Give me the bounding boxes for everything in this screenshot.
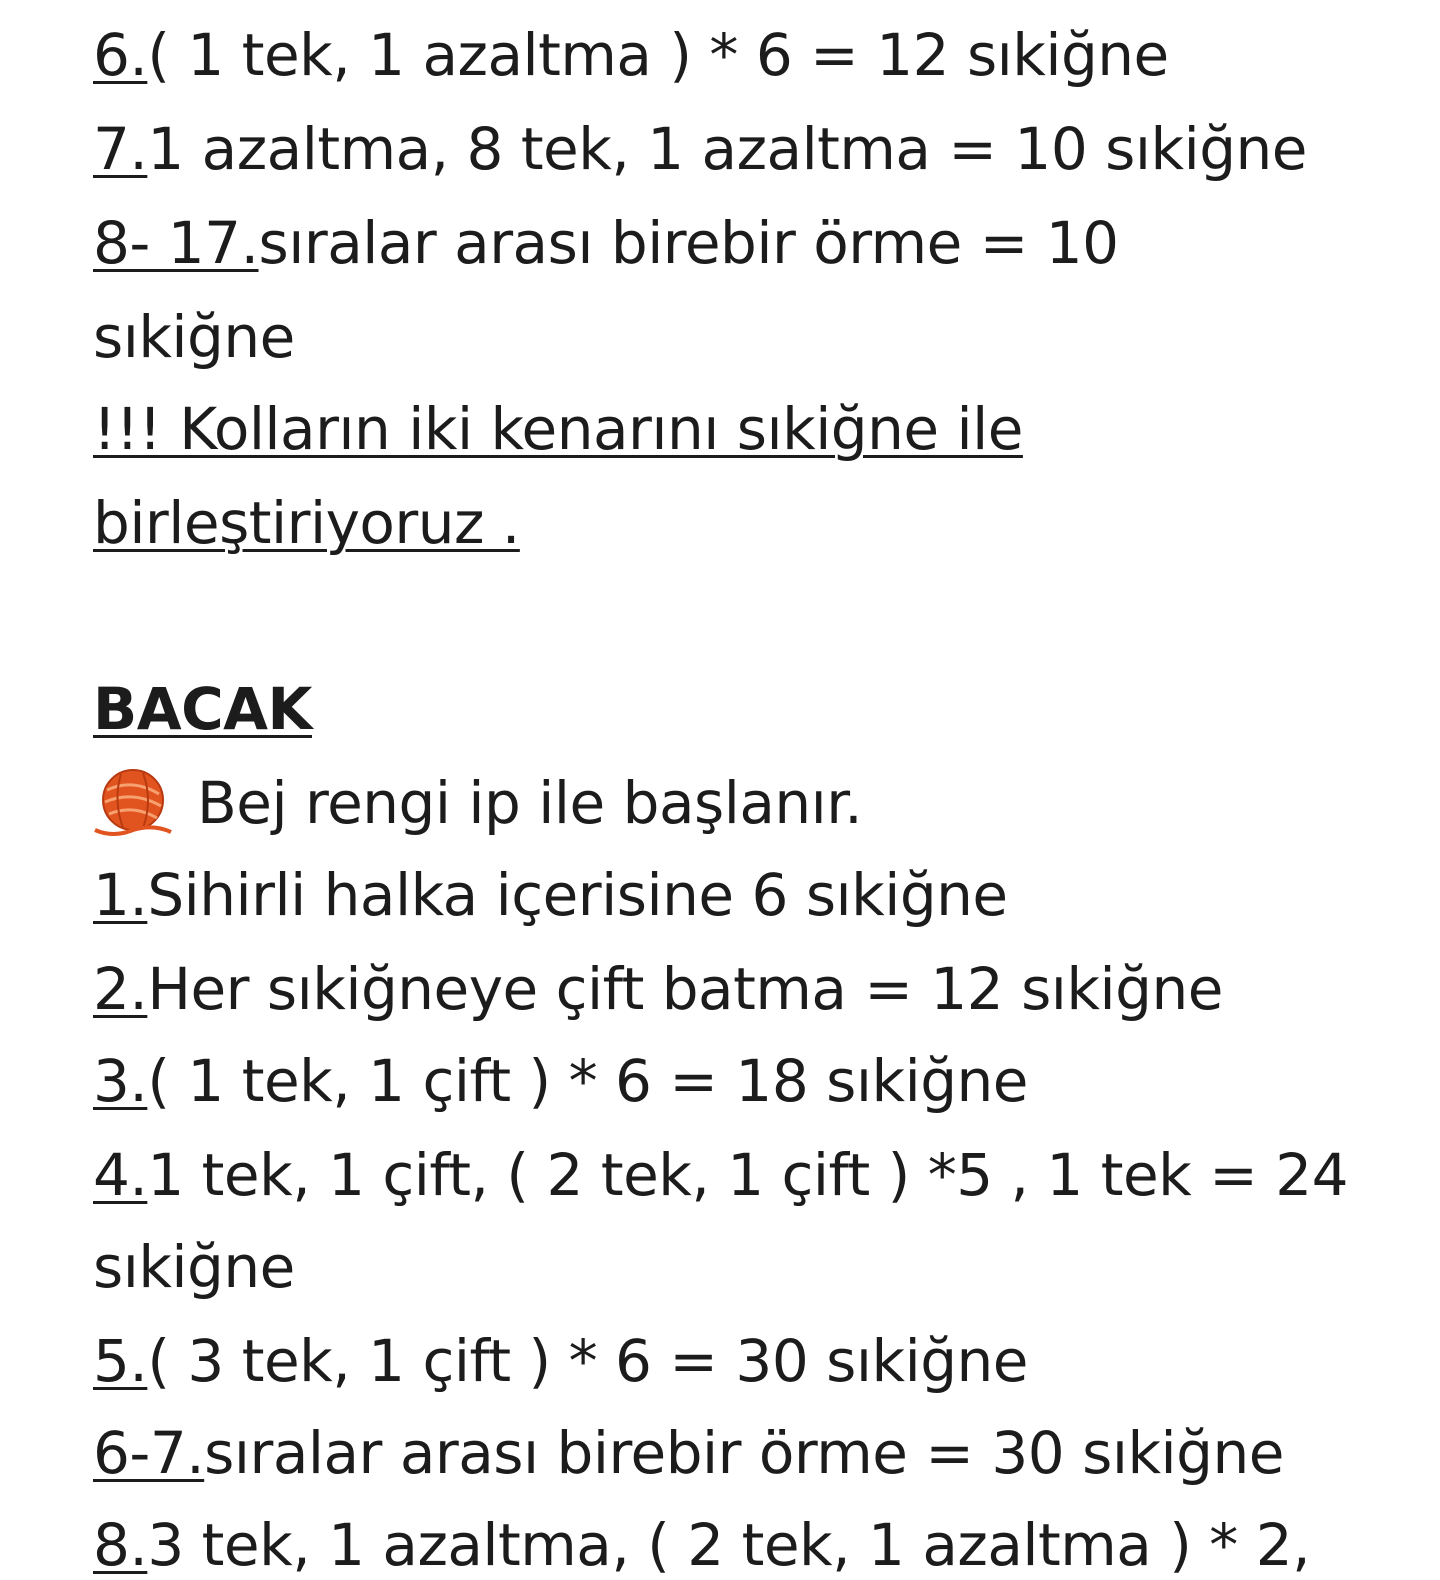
step-1 <box>93 860 1008 930</box>
step-2 <box>93 954 1223 1024</box>
step-number: 3. <box>93 1047 148 1115</box>
note-text: birleştiriyoruz . <box>93 489 520 557</box>
step-text: sıralar arası birebir örme = 30 sıkiğne <box>204 1419 1284 1487</box>
row-8-17 <box>93 208 1119 278</box>
step-number: 6-7. <box>93 1419 205 1487</box>
row-text: sıkiğne <box>93 303 295 371</box>
step-text: Her sıkiğneye çift batma = 12 sıkiğne <box>147 955 1223 1023</box>
step-number: 2. <box>93 955 148 1023</box>
note-line-1 <box>93 394 1023 464</box>
step-number: 5. <box>93 1327 148 1395</box>
row-8-17-continued <box>93 302 295 372</box>
row-text: 1 azaltma, 8 tek, 1 azaltma = 10 sıkiğne <box>147 115 1307 183</box>
step-number: 8. <box>93 1511 148 1579</box>
row-number: 6. <box>93 21 148 89</box>
step-text: 3 tek, 1 azaltma, ( 2 tek, 1 azaltma ) * 2, <box>147 1511 1311 1579</box>
intro-line <box>93 768 862 838</box>
step-text: sıkiğne <box>93 1233 295 1301</box>
step-8 <box>93 1510 1310 1580</box>
heading-text: BACAK <box>93 675 312 743</box>
row-6 <box>93 20 1169 90</box>
yarn-ball-icon <box>93 768 173 838</box>
row-7 <box>93 114 1307 184</box>
note-line-2 <box>93 488 520 558</box>
step-text: ( 3 tek, 1 çift ) * 6 = 30 sıkiğne <box>147 1327 1028 1395</box>
intro-text: Bej rengi ip ile başlanır. <box>197 769 863 837</box>
step-3 <box>93 1046 1028 1116</box>
row-text: ( 1 tek, 1 azaltma ) * 6 = 12 sıkiğne <box>147 21 1169 89</box>
step-4 <box>93 1140 1348 1210</box>
section-heading <box>93 674 312 744</box>
row-number: 8- 17. <box>93 209 259 277</box>
step-text: 1 tek, 1 çift, ( 2 tek, 1 çift ) *5 , 1 tek = 24 <box>147 1141 1349 1209</box>
step-6-7 <box>93 1418 1284 1488</box>
step-number: 1. <box>93 861 148 929</box>
row-number: 7. <box>93 115 148 183</box>
step-text: ( 1 tek, 1 çift ) * 6 = 18 sıkiğne <box>147 1047 1028 1115</box>
step-text: Sihirli halka içerisine 6 sıkiğne <box>147 861 1008 929</box>
step-number: 4. <box>93 1141 148 1209</box>
step-4-continued <box>93 1232 295 1302</box>
row-text: sıralar arası birebir örme = 10 <box>258 209 1119 277</box>
step-5 <box>93 1326 1028 1396</box>
note-text: !!! Kolların iki kenarını sıkiğne ile <box>93 395 1023 463</box>
